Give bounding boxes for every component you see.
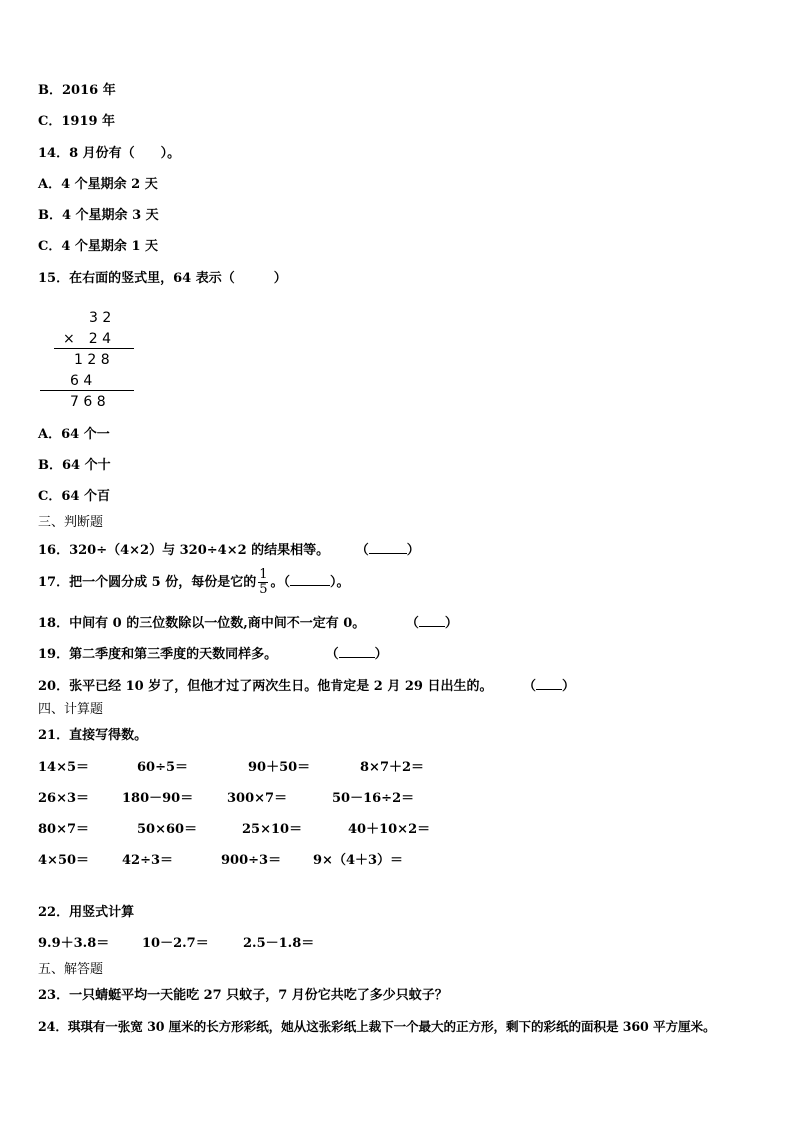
q17-paren-right: ）。	[330, 575, 350, 590]
q14-question: 14．8 月份有（ ）。	[38, 146, 181, 161]
vertical-rule-1	[54, 348, 134, 349]
q20-paren-right: ）	[562, 679, 576, 694]
calc-item: 4×50＝	[38, 853, 90, 868]
calc-item: 300×7＝	[227, 791, 288, 806]
q19-answer-blank[interactable]	[339, 645, 375, 658]
q16-text: 16．320÷（4×2）与 320÷4×2 的结果相等。	[38, 543, 330, 558]
q17-answer-blank[interactable]	[290, 573, 330, 586]
calc-item: 10－2.7＝	[142, 936, 209, 951]
q14-option-a: A．4 个星期余 2 天	[38, 177, 158, 192]
q15-question: 15．在右面的竖式里，64 表示（ ）	[38, 271, 287, 286]
q17-fraction-numerator: 1	[259, 567, 268, 582]
calc-item: 14×5＝	[38, 760, 90, 775]
q20-answer-blank[interactable]	[536, 677, 562, 690]
calc-item: 80×7＝	[38, 822, 90, 837]
vertical-row-product: 7 6 8	[70, 394, 106, 410]
calc-item: 9×（4＋3）＝	[313, 853, 404, 868]
q18-answer-blank[interactable]	[419, 614, 445, 627]
q21-title: 21．直接写得数。	[38, 728, 148, 743]
q23-problem: 23．一只蜻蜓平均一天能吃 27 只蚊子，7 月份它共吃了多少只蚊子？	[38, 988, 448, 1003]
q17-paren-left: 。（	[270, 575, 290, 590]
q18-paren-right: ）	[444, 616, 458, 631]
calc-item: 90＋50＝	[248, 760, 311, 775]
calc-item: 50×60＝	[137, 822, 198, 837]
calc-item: 180－90＝	[122, 791, 194, 806]
q14-option-c: C．4 个星期余 1 天	[38, 239, 159, 254]
q16-statement	[38, 541, 420, 559]
calc-item: 9.9＋3.8＝	[38, 936, 110, 951]
q19-paren-left: （	[325, 647, 339, 662]
calc-item: 2.5－1.8＝	[243, 936, 315, 951]
calc-item: 26×3＝	[38, 791, 90, 806]
q13-option-b: B．2016 年	[38, 83, 116, 98]
q18-paren-left: （	[405, 616, 419, 631]
calc-item: 40＋10×2＝	[348, 822, 431, 837]
q15-option-b: B．64 个十	[38, 458, 111, 473]
q19-paren-right: ）	[374, 647, 388, 662]
q13-option-c: C．1919 年	[38, 114, 116, 129]
q19-statement	[38, 645, 388, 663]
vertical-row-partial-2: 6 4	[70, 373, 93, 389]
q16-answer-blank[interactable]	[369, 541, 407, 554]
calc-item: 50－16÷2＝	[332, 791, 415, 806]
q17-text: 17．把一个圆分成 5 份，每份是它的	[38, 575, 257, 590]
q15-option-c: C．64 个百	[38, 489, 110, 504]
q17-statement	[38, 568, 350, 597]
q17-fraction	[258, 568, 268, 597]
q16-paren-left: （	[355, 543, 369, 558]
q20-statement	[38, 677, 575, 695]
section-heading-word-problems: 五、解答题	[38, 962, 104, 977]
vertical-rule-2	[40, 390, 134, 391]
q20-text: 20．张平已经 10 岁了，但他才过了两次生日。他肯定是 2 月 29 日出生的。	[38, 679, 493, 694]
calc-item: 900÷3＝	[221, 853, 282, 868]
q15-option-a: A．64 个一	[38, 427, 110, 442]
q20-paren-left: （	[523, 679, 537, 694]
section-heading-calculation: 四、计算题	[38, 702, 104, 717]
vertical-row-partial-1: 1 2 8	[74, 352, 110, 368]
vertical-row-multiplicand: 3 2	[89, 310, 112, 326]
calc-item: 8×7＋2＝	[360, 760, 425, 775]
section-heading-judgement: 三、判断题	[38, 515, 104, 530]
q24-problem: 24．琪琪有一张宽 30 厘米的长方形彩纸，她从这张彩纸上裁下一个最大的正方形，剩下的彩纸的面积是 360 平方厘米。	[38, 1019, 716, 1034]
calc-item: 25×10＝	[242, 822, 303, 837]
q19-text: 19．第二季度和第三季度的天数同样多。	[38, 647, 278, 662]
q17-fraction-denominator: 5	[259, 582, 268, 597]
q16-paren-right: ）	[406, 543, 420, 558]
calc-item: 60÷5＝	[137, 760, 189, 775]
vertical-row-multiplier: × 2 4	[63, 331, 111, 347]
q18-text: 18．中间有 0 的三位数除以一位数,商中间不一定有 0。	[38, 616, 366, 631]
calc-item: 42÷3＝	[122, 853, 174, 868]
q18-statement	[38, 614, 458, 632]
q22-title: 22．用竖式计算	[38, 905, 135, 920]
q14-option-b: B．4 个星期余 3 天	[38, 208, 159, 223]
